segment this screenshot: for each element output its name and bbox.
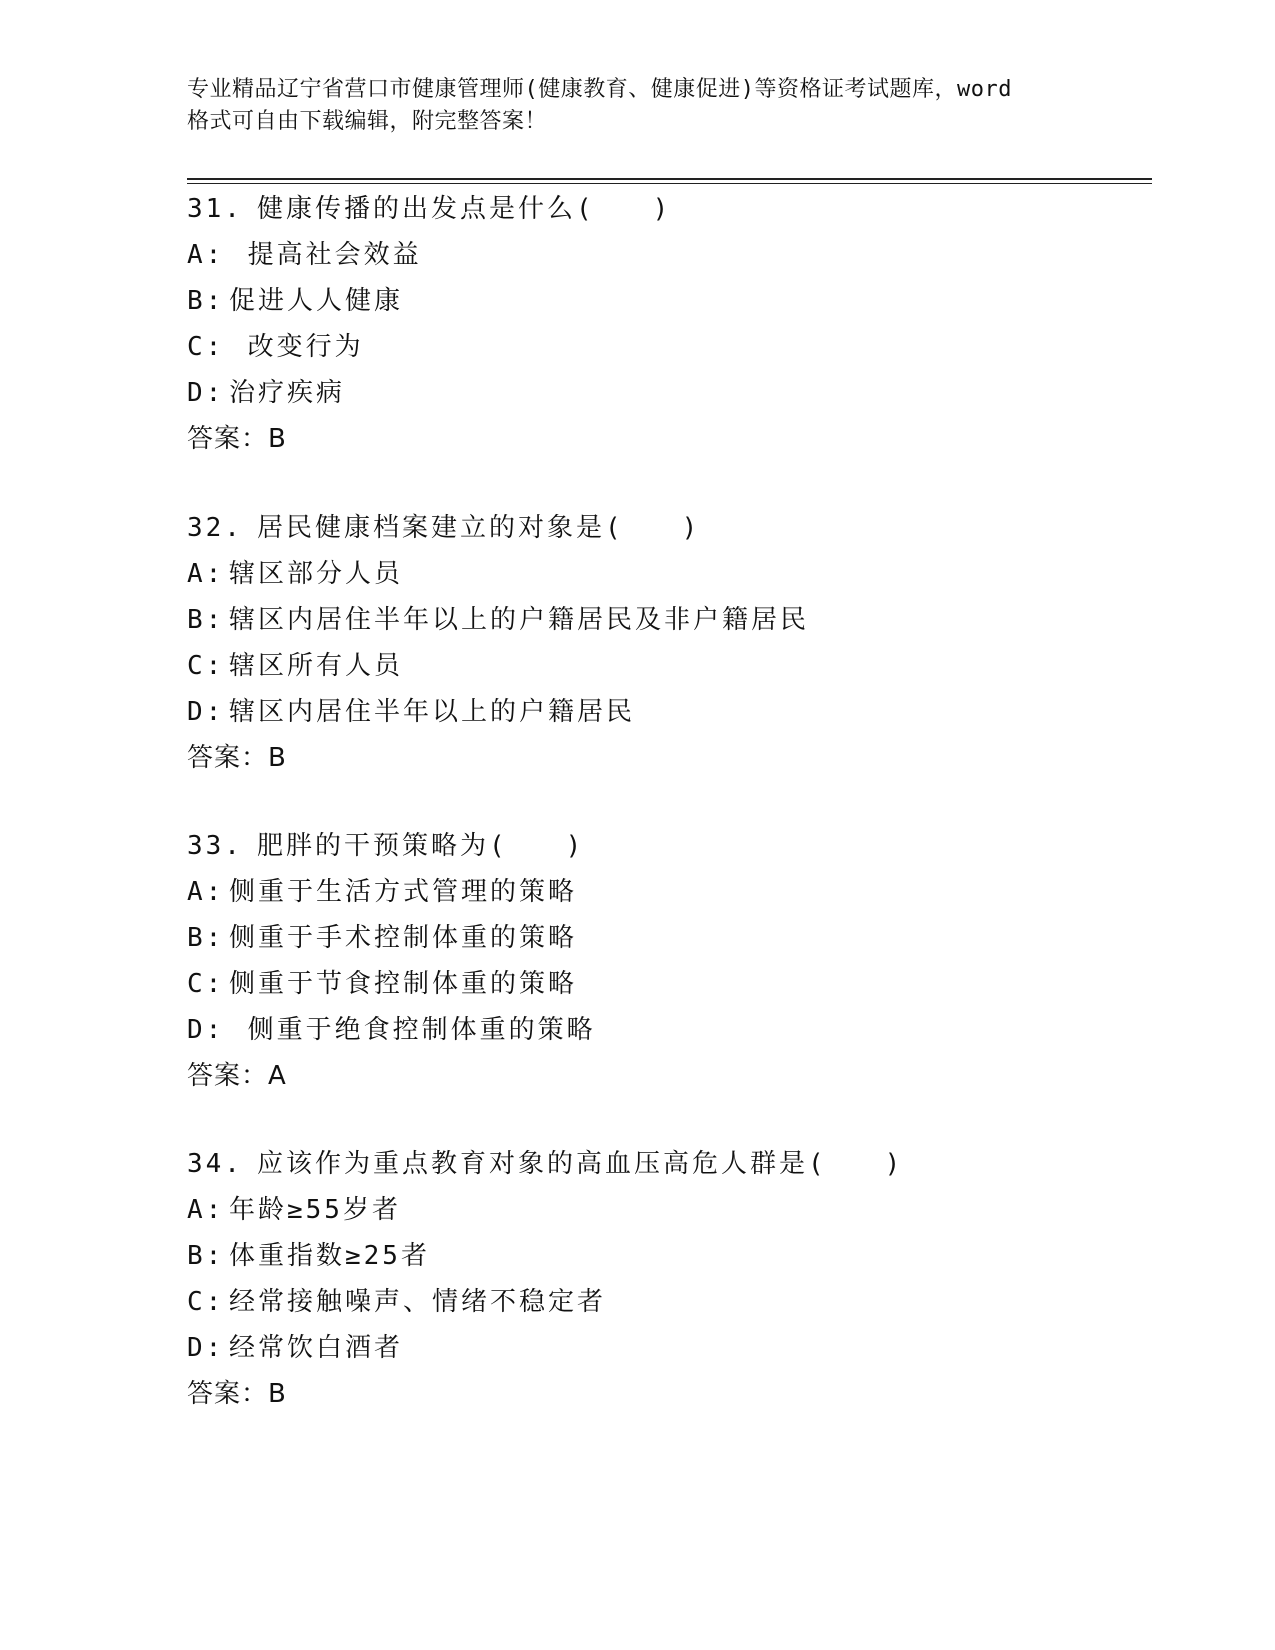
option-text: 经常接触噪声、情绪不稳定者: [229, 1287, 607, 1317]
question-number: 34.: [187, 1149, 243, 1179]
question-text: 健康传播的出发点是什么( ): [256, 194, 672, 224]
option-letter: C:: [187, 332, 225, 362]
question-32: [187, 505, 1167, 781]
question-31: [187, 186, 1167, 462]
option-a: [187, 232, 1167, 278]
option-a: [187, 1187, 1167, 1233]
option-text: 治疗疾病: [229, 378, 346, 408]
option-text: 经常饮白酒者: [229, 1333, 404, 1363]
option-c: [187, 1279, 1167, 1325]
option-d: [187, 1325, 1167, 1371]
option-text: 改变行为: [229, 332, 364, 362]
question-34: [187, 1141, 1167, 1417]
option-letter: B:: [187, 1241, 225, 1271]
option-c: [187, 961, 1167, 1007]
option-letter: B:: [187, 923, 225, 953]
option-text: 侧重于节食控制体重的策略: [229, 969, 578, 999]
option-d: [187, 370, 1167, 416]
question-stem: [187, 1141, 1167, 1187]
option-text: 促进人人健康: [229, 286, 404, 316]
header-divider-thin: [187, 183, 1152, 184]
question-number: 31.: [187, 194, 243, 224]
question-33: [187, 823, 1167, 1099]
answer: 答案：B: [187, 1379, 287, 1409]
header-line-2: 格式可自由下载编辑，附完整答案！: [187, 109, 548, 134]
option-letter: C:: [187, 651, 225, 681]
option-letter: A:: [187, 1195, 225, 1225]
option-text: 辖区部分人员: [229, 559, 404, 589]
option-letter: A:: [187, 877, 225, 907]
question-stem: [187, 186, 1167, 232]
option-b: [187, 915, 1167, 961]
option-c: [187, 643, 1167, 689]
option-text: 侧重于绝食控制体重的策略: [229, 1015, 596, 1045]
question-stem: [187, 823, 1167, 869]
header-divider-thick: [187, 178, 1152, 180]
option-b: [187, 278, 1167, 324]
question-text: 肥胖的干预策略为( ): [256, 831, 585, 861]
option-text: 侧重于手术控制体重的策略: [229, 923, 578, 953]
option-letter: C:: [187, 1287, 225, 1317]
option-letter: D:: [187, 1015, 225, 1045]
option-a: [187, 551, 1167, 597]
option-letter: B:: [187, 286, 225, 316]
option-letter: A:: [187, 240, 225, 270]
option-text: 提高社会效益: [229, 240, 422, 270]
option-letter: C:: [187, 969, 225, 999]
document-header: [187, 74, 1087, 138]
answer: 答案：A: [187, 1061, 287, 1091]
option-letter: D:: [187, 697, 225, 727]
option-b: [187, 597, 1167, 643]
option-d: [187, 689, 1167, 735]
option-letter: D:: [187, 378, 225, 408]
option-a: [187, 869, 1167, 915]
option-c: [187, 324, 1167, 370]
question-text: 应该作为重点教育对象的高血压高危人群是( ): [256, 1149, 904, 1179]
option-d: [187, 1007, 1167, 1053]
question-text: 居民健康档案建立的对象是( ): [256, 513, 701, 543]
answer: 答案：B: [187, 743, 287, 773]
option-b: [187, 1233, 1167, 1279]
option-letter: D:: [187, 1333, 225, 1363]
option-letter: B:: [187, 605, 225, 635]
option-text: 辖区内居住半年以上的户籍居民及非户籍居民: [229, 605, 810, 635]
question-number: 32.: [187, 513, 243, 543]
option-text: 辖区内居住半年以上的户籍居民: [229, 697, 636, 727]
header-line-1: 专业精品辽宁省营口市健康管理师(健康教育、健康促进)等资格证考试题库，word: [187, 77, 1012, 102]
question-number: 33.: [187, 831, 243, 861]
option-text: 体重指数≥25者: [229, 1241, 430, 1271]
option-letter: A:: [187, 559, 225, 589]
question-stem: [187, 505, 1167, 551]
option-text: 辖区所有人员: [229, 651, 404, 681]
answer: 答案：B: [187, 424, 287, 454]
option-text: 侧重于生活方式管理的策略: [229, 877, 578, 907]
option-text: 年龄≥55岁者: [229, 1195, 401, 1225]
